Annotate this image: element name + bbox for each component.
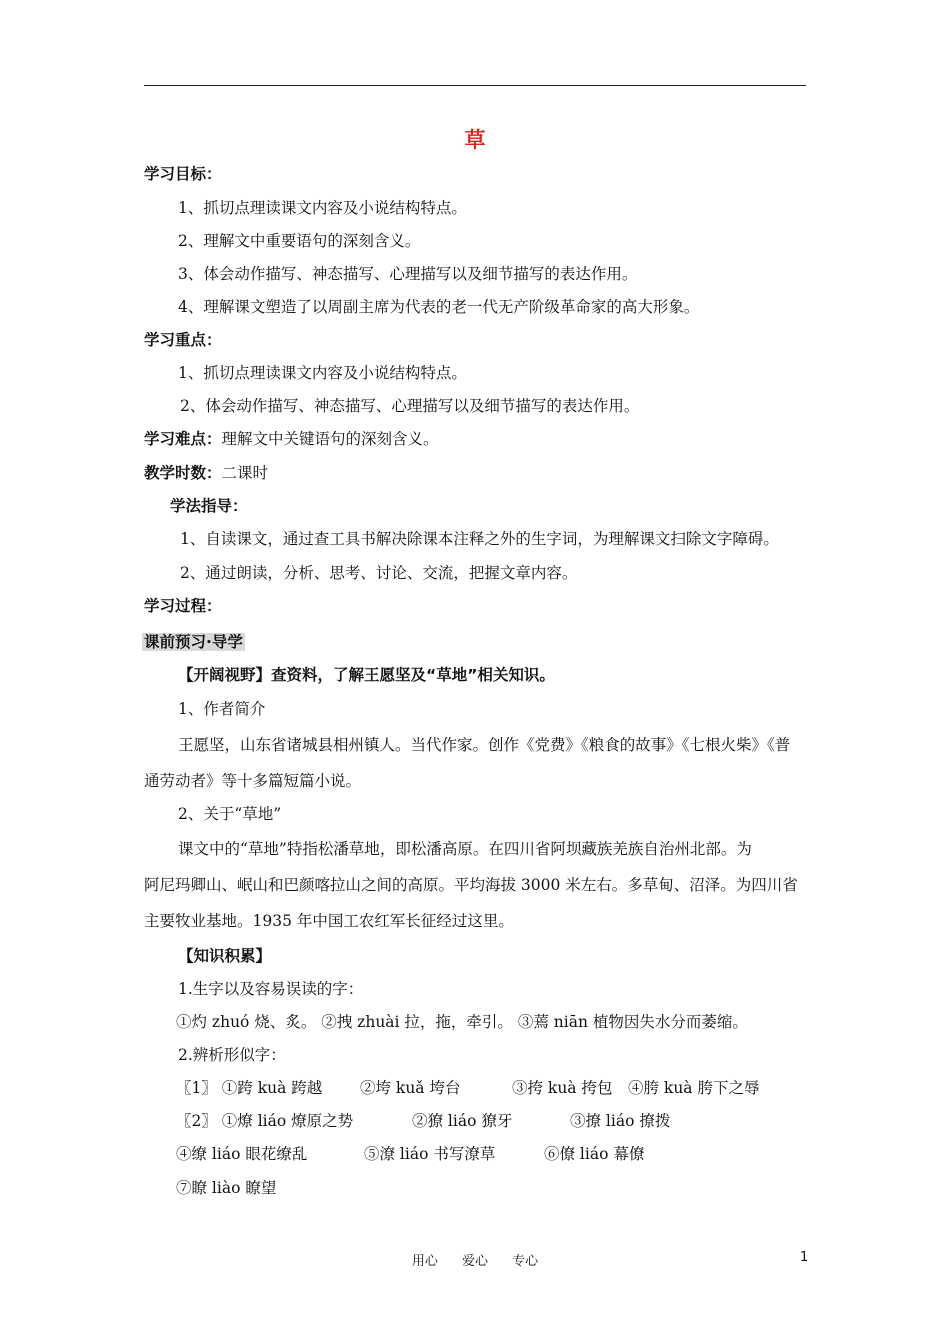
page-number: 1 (800, 1250, 809, 1265)
page-title: 草 (464, 128, 486, 152)
goal-item: 3、体会动作描写、神态描写、心理描写以及细节描写的表达作用。 (178, 265, 638, 283)
footer-text: 专心 (512, 1254, 539, 1269)
explore-heading: 【开阔视野】查资料，了解王愿坚及“草地”相关知识。 (178, 666, 555, 684)
preview-heading (142, 631, 245, 653)
similar-char: ②垮 kuǎ 垮台 (360, 1079, 461, 1097)
method-item: 2、通过朗读，分析、思考、讨论、交流，把握文章内容。 (180, 564, 578, 582)
focus-heading: 学习重点： (144, 331, 222, 349)
process-heading: 学习过程： (144, 597, 222, 615)
footer-text: 用心 (411, 1254, 438, 1269)
similar-char: ④胯 kuà 胯下之辱 (628, 1079, 760, 1097)
knowledge-item2-heading: 2.辨析形似字： (178, 1046, 286, 1064)
similar-char: ④缭 liáo 眼花缭乱 (176, 1145, 308, 1163)
preview-heading-text: 课前预习·导学 (144, 633, 243, 651)
grass-heading: 2、关于“草地” (178, 805, 282, 823)
method-heading: 学法指导： (170, 497, 248, 515)
hours-heading: 教学时数： (144, 464, 222, 482)
similar-row-4 (176, 1177, 276, 1199)
author-heading: 1、作者简介 (178, 700, 266, 718)
similar-char: ③撩 liáo 撩拨 (570, 1112, 671, 1130)
knowledge-item1-text: ①灼 zhuó 烧、炙。 ②拽 zhuài 拉，拖，牵引。 ③蔫 niān 植物因失水分而萎缩。 (176, 1013, 748, 1031)
goal-item: 1、抓切点理读课文内容及小说结构特点。 (178, 199, 467, 217)
footer-text: 爱心 (461, 1254, 488, 1269)
similar-char: ⑤潦 liáo 书写潦草 (364, 1145, 496, 1163)
similar-char: ②獠 liáo 獠牙 (412, 1112, 513, 1130)
goals-heading: 学习目标： (144, 165, 222, 183)
similar-char: 〖1〗 ①跨 kuà 跨越 (176, 1079, 323, 1097)
difficulty-text: 理解文中关键语句的深刻含义。 (221, 430, 439, 448)
similar-char: 〖2〗 ①燎 liáo 燎原之势 (176, 1112, 354, 1130)
header-rule (144, 85, 806, 86)
author-text: 王愿坚，山东省诸城县相州镇人。当代作家。创作《党费》《粮食的故事》《七根火柴》《普 (178, 736, 791, 754)
similar-row-1 (176, 1077, 806, 1099)
grass-text: 主要牧业基地。1935 年中国工农红军长征经过这里。 (144, 912, 514, 930)
grass-text: 课文中的“草地”特指松潘草地，即松潘高原。在四川省阿坝藏族羌族自治州北部。为 (178, 840, 752, 858)
similar-row-2 (176, 1110, 806, 1132)
focus-item: 2、体会动作描写、神态描写、心理描写以及细节描写的表达作用。 (180, 397, 640, 415)
focus-item: 1、抓切点理读课文内容及小说结构特点。 (178, 364, 467, 382)
similar-char: ⑥僚 liáo 幕僚 (544, 1145, 645, 1163)
similar-char: ⑦瞭 liào 瞭望 (176, 1179, 277, 1197)
similar-char: ③挎 kuà 挎包 (512, 1079, 613, 1097)
method-item: 1、自读课文，通过查工具书解决除课本注释之外的生字词，为理解课文扫除文字障碍。 (180, 530, 779, 548)
author-text: 通劳动者》等十多篇短篇小说。 (144, 772, 362, 790)
hours-line (144, 462, 268, 484)
similar-row-3 (176, 1143, 806, 1165)
knowledge-heading: 【知识积累】 (178, 947, 272, 965)
goal-item: 2、理解文中重要语句的深刻含义。 (178, 232, 421, 250)
hours-text: 二课时 (221, 464, 269, 482)
goal-item: 4、理解课文塑造了以周副主席为代表的老一代无产阶级革命家的高大形象。 (178, 298, 700, 316)
knowledge-item1-heading: 1.生字以及容易误读的字： (178, 980, 364, 998)
difficulty-line (144, 428, 439, 450)
grass-text: 阿尼玛卿山、岷山和巴颜喀拉山之间的高原。平均海拔 3000 米左右。多草甸、沼泽。为四川省 (144, 876, 798, 894)
difficulty-heading: 学习难点： (144, 430, 222, 448)
